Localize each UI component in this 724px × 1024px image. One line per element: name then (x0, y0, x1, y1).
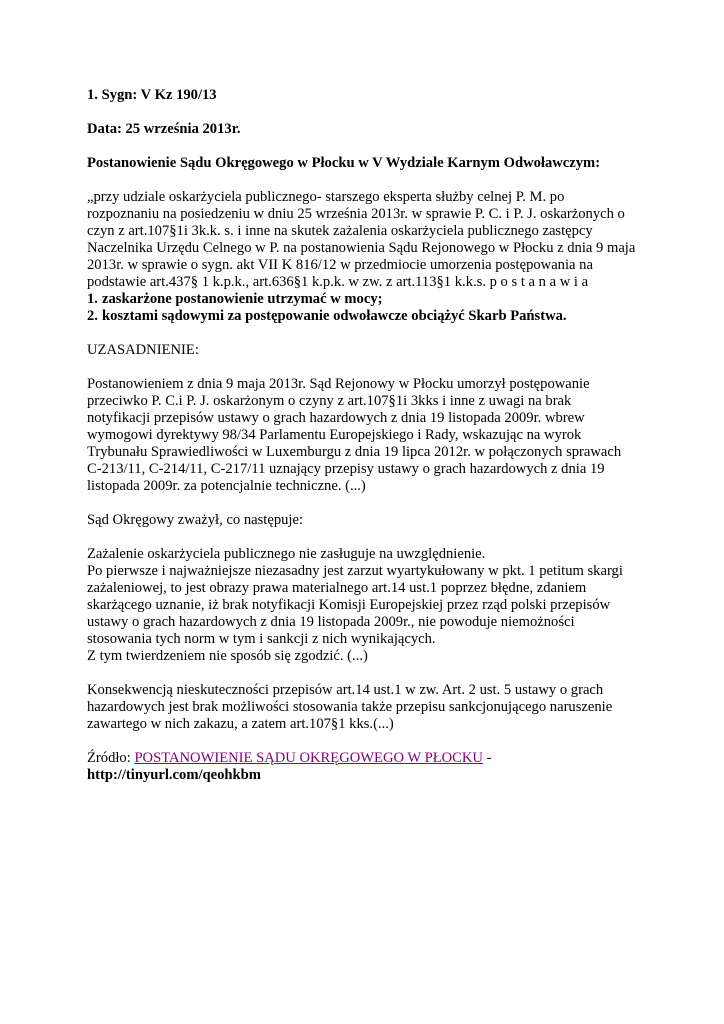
decision-list (87, 291, 667, 325)
uzasadnienie-line: wymogowi dyrektywy 98/34 Parlamentu Europejskiego i Rady, wskazując na wyrok (87, 427, 582, 443)
source-dash: - (482, 750, 492, 766)
case-date: Data: 25 września 2013r. (87, 121, 241, 137)
consequence-line: zawartego w nich zakazu, a zatem art.107§1 kks.(...) (87, 716, 394, 732)
decision-number: 1. (87, 291, 98, 307)
source-url: http://tinyurl.com/qeohkbm (87, 767, 261, 783)
intro-line: 2013r. w sprawie o sygn. akt VII K 816/12 w przedmiocie umorzenia postępowania na (87, 257, 593, 273)
decision-text: kosztami sądowymi za postępowanie odwoławcze obciążyć Skarb Państwa. (102, 308, 567, 324)
complaint-line: zażaleniowej, to jest obrazy prawa materialnego art.14 ust.1 poprzez błędne, zdaniem (87, 580, 587, 596)
source-label: Źródło: (87, 750, 135, 766)
uzasadnienie-heading: UZASADNIENIE: (87, 342, 199, 358)
document-page (87, 87, 667, 784)
complaint-line: ustawy o grach hazardowych z dnia 19 listopada 2009r., nie powoduje niemożności (87, 614, 575, 630)
intro-line: Naczelnika Urzędu Celnego w P. na postanowienia Sądu Rejonowego w Płocku z dnia 9 maja (87, 240, 636, 256)
case-signature: 1. Sygn: V Kz 190/13 (87, 87, 217, 103)
complaint-line: Po pierwsze i najważniejsze niezasadny jest zarzut wyartykułowany w pkt. 1 petitum skargi (87, 563, 623, 579)
source-line (87, 750, 667, 767)
uzasadnienie-line: listopada 2009r. za potencjalnie techniczne. (...) (87, 478, 366, 494)
decision-item (87, 308, 667, 325)
intro-line: „przy udziale oskarżyciela publicznego- starszego eksperta służby celnej P. M. po (87, 189, 565, 205)
uzasadnienie-line: notyfikacji przepisów ustawy o grach hazardowych z dnia 19 listopada 2009r. wbrew (87, 410, 585, 426)
intro-paragraph (87, 189, 667, 291)
court-consideration-line: Sąd Okręgowy zważył, co następuje: (87, 512, 303, 528)
uzasadnienie-paragraph (87, 376, 667, 495)
intro-line: czyn z art.107§1i 3k.k. s. i inne na skutek zażalenia oskarżyciela publicznego zastępcy (87, 223, 593, 239)
complaint-line: Z tym twierdzeniem nie sposób się zgodzić. (...) (87, 648, 368, 664)
consequence-line: Konsekwencją nieskuteczności przepisów art.14 ust.1 w zw. Art. 2 ust. 5 ustawy o grach (87, 682, 604, 698)
document-title: Postanowienie Sądu Okręgowego w Płocku w V Wydziale Karnym Odwoławczym: (87, 155, 601, 171)
consequence-line: hazardowych jest brak możliwości stosowania także przepisu sankcjonującego naruszenie (87, 699, 613, 715)
uzasadnienie-line: przeciwko P. C.i P. J. oskarżonym o czyny z art.107§1i 3kks i inne z uwagi na brak (87, 393, 572, 409)
decision-number: 2. (87, 308, 98, 324)
complaint-line: stosowania tych norm w tym i sankcji z nich wynikających. (87, 631, 436, 647)
uzasadnienie-line: Trybunału Sprawiedliwości w Luxemburgu z dnia 19 lipca 2012r. w połączonych sprawach (87, 444, 622, 460)
intro-line: rozpoznaniu na posiedzeniu w dniu 25 września 2013r. w sprawie P. C. i P. J. oskarżonych o (87, 206, 625, 222)
intro-line: podstawie art.437§ 1 k.p.k., art.636§1 k.p.k. w zw. z art.113§1 k.k.s. p o s t a n a w i a (87, 274, 589, 290)
source-link[interactable]: POSTANOWIENIE SĄDU OKRĘGOWEGO W PŁOCKU (134, 750, 483, 766)
decision-text: zaskarżone postanowienie utrzymać w mocy; (102, 291, 383, 307)
complaint-line: Zażalenie oskarżyciela publicznego nie zasługuje na uwzględnienie. (87, 546, 486, 562)
complaint-paragraph (87, 546, 667, 665)
decision-item (87, 291, 667, 308)
complaint-line: skarżącego uznanie, iż brak notyfikacji Komisji Europejskiej przez rząd polski przepisów (87, 597, 611, 613)
consequence-paragraph (87, 682, 667, 733)
uzasadnienie-line: Postanowieniem z dnia 9 maja 2013r. Sąd Rejonowy w Płocku umorzył postępowanie (87, 376, 590, 392)
uzasadnienie-line: C-213/11, C-214/11, C-217/11 uznający przepisy ustawy o grach hazardowych z dnia 19 (87, 461, 605, 477)
